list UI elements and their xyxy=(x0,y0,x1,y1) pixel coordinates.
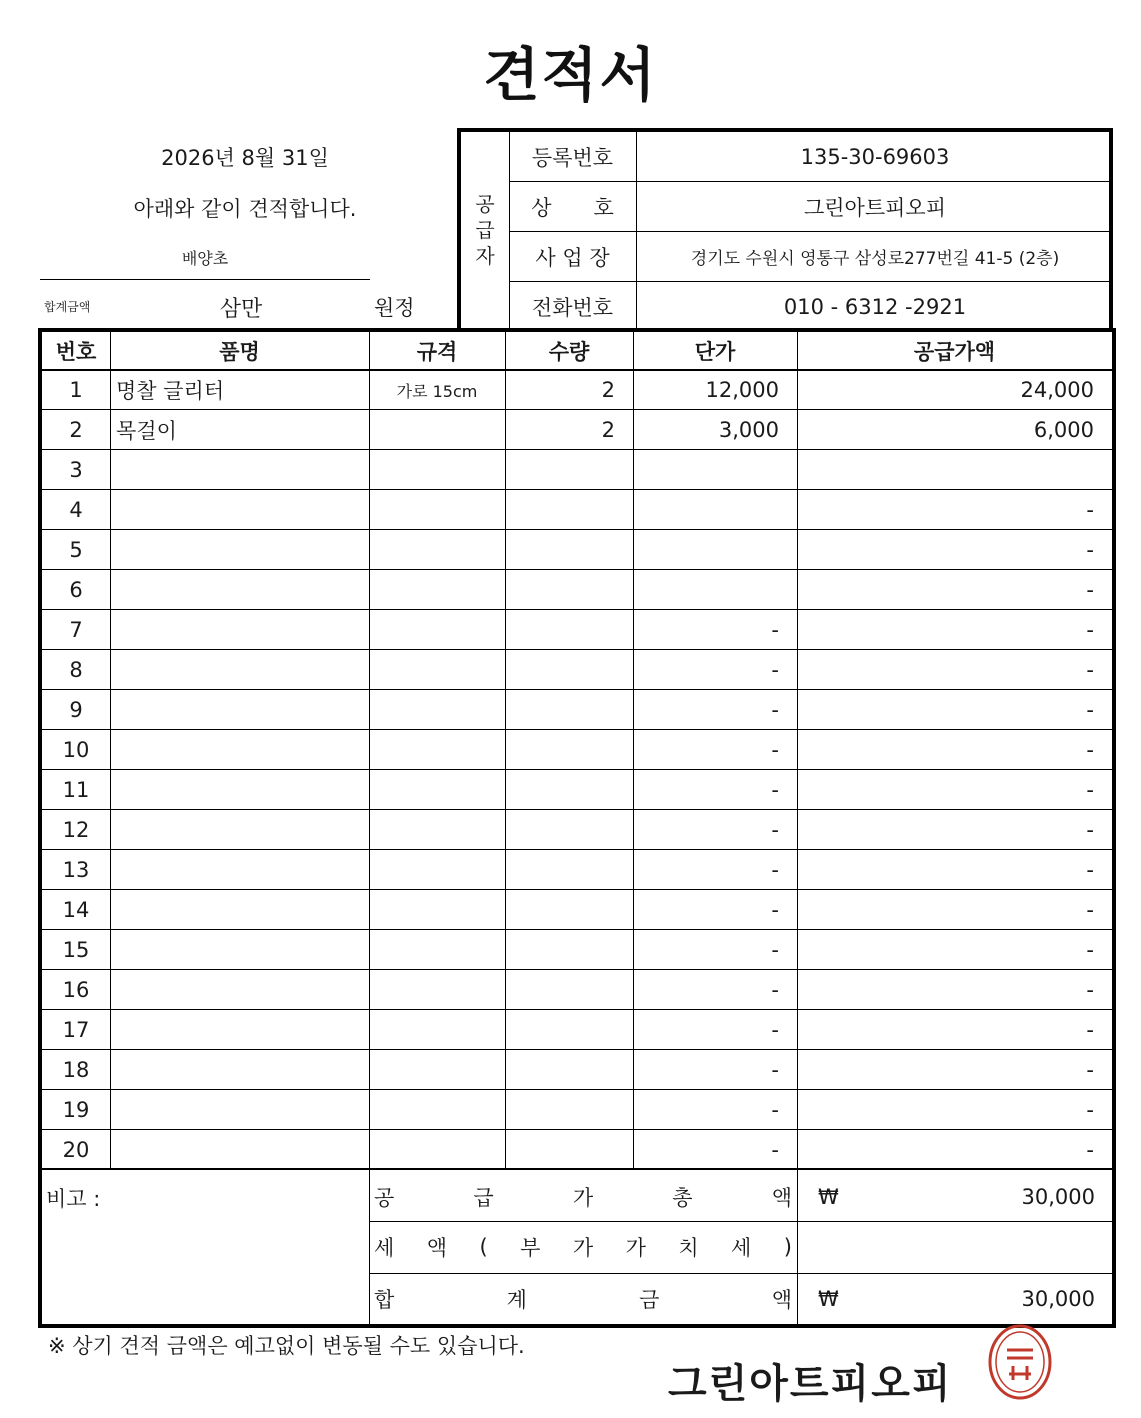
summary-label-char: ( xyxy=(479,1235,488,1259)
cell-unit-price: - xyxy=(771,818,779,842)
cell-unit-price: - xyxy=(771,898,779,922)
cell-supply-amount: - xyxy=(1086,818,1094,842)
summary-currency: ₩ xyxy=(818,1287,839,1311)
cell-supply-amount: 24,000 xyxy=(1020,378,1094,402)
cell-quantity xyxy=(505,850,633,890)
cell-spec xyxy=(369,730,505,770)
cell-supply-amount: - xyxy=(1086,618,1094,642)
supplier-row-registration xyxy=(509,132,1113,182)
cell-item-name xyxy=(110,690,369,730)
recipient-name: 배양초 xyxy=(181,249,229,268)
summary-value: 30,000 xyxy=(1021,1287,1095,1311)
cell-supply-amount: - xyxy=(1086,498,1094,522)
cell-unit-price: - xyxy=(771,1058,779,1082)
recipient-underline xyxy=(40,279,370,280)
cell-spec xyxy=(369,650,505,690)
cell-item-name xyxy=(110,1090,369,1130)
header-spec: 규격 xyxy=(416,340,458,364)
supplier-side-label xyxy=(461,132,510,328)
cell-spec xyxy=(369,610,505,650)
cell-quantity xyxy=(505,490,633,530)
cell-supply-amount: - xyxy=(1086,538,1094,562)
cell-item-name: 목걸이 xyxy=(116,419,177,443)
table-end-divider xyxy=(42,1168,1112,1170)
cell-spec xyxy=(369,930,505,970)
cell-unit-price: - xyxy=(771,1018,779,1042)
cell-supply-amount: - xyxy=(1086,1098,1094,1122)
summary-label-char: 액 xyxy=(426,1236,448,1260)
summary-label-char: 가 xyxy=(572,1236,594,1260)
cell-unit-price: - xyxy=(771,698,779,722)
cell-unit-price xyxy=(633,570,797,610)
cell-item-name xyxy=(110,570,369,610)
cell-spec xyxy=(369,1090,505,1130)
cell-unit-price: - xyxy=(771,938,779,962)
cell-spec: 가로 15cm xyxy=(396,381,478,401)
cell-number: 19 xyxy=(62,1098,90,1122)
supplier-value: 010 - 6312 -2921 xyxy=(783,295,967,319)
cell-item-name xyxy=(110,450,369,490)
cell-number: 12 xyxy=(62,818,90,842)
cell-supply-amount: - xyxy=(1086,978,1094,1002)
summary-label xyxy=(374,1274,792,1324)
cell-number: 11 xyxy=(62,778,90,802)
cell-supply-amount: - xyxy=(1086,1018,1094,1042)
summary-label-char: ) xyxy=(783,1235,792,1259)
supplier-value: 135-30-69603 xyxy=(800,144,950,169)
cell-supply-amount: - xyxy=(1086,578,1094,602)
cell-supply-amount: - xyxy=(1086,658,1094,682)
cell-item-name xyxy=(110,650,369,690)
cell-quantity: 2 xyxy=(601,418,615,442)
cell-number: 5 xyxy=(69,538,83,562)
cell-unit-price: - xyxy=(771,778,779,802)
summary-label-char: 총 xyxy=(672,1186,693,1210)
cell-number: 8 xyxy=(69,658,83,682)
cell-number: 17 xyxy=(62,1018,90,1042)
cell-supply-amount: 6,000 xyxy=(1033,418,1094,442)
cell-quantity xyxy=(505,810,633,850)
cell-quantity xyxy=(505,1010,633,1050)
cell-item-name xyxy=(110,930,369,970)
summary-value: 30,000 xyxy=(1021,1185,1095,1209)
cell-unit-price xyxy=(633,450,797,490)
cell-unit-price: - xyxy=(771,618,779,642)
cell-item-name xyxy=(110,730,369,770)
total-suffix: 원정 xyxy=(374,296,415,320)
summary-label-char: 급 xyxy=(473,1186,494,1210)
cell-spec xyxy=(369,410,505,450)
cell-unit-price: - xyxy=(771,658,779,682)
cell-item-name xyxy=(110,490,369,530)
cell-spec xyxy=(369,1130,505,1170)
cell-item-name xyxy=(110,850,369,890)
cell-unit-price: - xyxy=(771,978,779,1002)
cell-supply-amount: - xyxy=(1086,858,1094,882)
header-supply-amount: 공급가액 xyxy=(913,340,996,364)
cell-supply-amount: - xyxy=(1086,1058,1094,1082)
header-number: 번호 xyxy=(55,340,97,364)
cell-supply-amount: - xyxy=(1086,1138,1094,1162)
supplier-row-company xyxy=(509,182,1113,232)
supplier-label: 상 호 xyxy=(509,182,637,231)
cell-number: 2 xyxy=(69,418,83,442)
cell-quantity xyxy=(505,570,633,610)
supplier-side-char: 자 xyxy=(475,244,495,268)
summary-label-char: 부 xyxy=(520,1236,541,1260)
summary-divider xyxy=(369,1170,370,1324)
quote-date: 2026년 8월 31일 xyxy=(161,146,329,170)
cell-number: 13 xyxy=(62,858,90,882)
cell-quantity xyxy=(505,1090,633,1130)
supplier-label: 전화번호 xyxy=(509,282,637,332)
cell-number: 14 xyxy=(62,898,90,922)
cell-item-name xyxy=(110,770,369,810)
summary-divider xyxy=(797,1170,798,1324)
cell-number: 4 xyxy=(69,498,83,522)
cell-spec xyxy=(369,1010,505,1050)
cell-quantity xyxy=(505,1130,633,1170)
summary-label-char: 세 xyxy=(374,1236,395,1260)
brand-signature: 그린아트피오피 xyxy=(668,1361,953,1407)
supplier-box xyxy=(457,128,1113,328)
cell-spec xyxy=(369,690,505,730)
cell-quantity xyxy=(505,650,633,690)
summary-value xyxy=(850,1222,1095,1272)
supplier-side-char: 공 xyxy=(475,192,495,216)
cell-number: 18 xyxy=(62,1058,90,1082)
cell-quantity xyxy=(505,1050,633,1090)
supplier-label: 사 업 장 xyxy=(509,232,637,281)
summary-label-char: 가 xyxy=(572,1186,594,1210)
cell-supply-amount: - xyxy=(1086,738,1094,762)
summary-label-char: 가 xyxy=(625,1236,646,1260)
cell-unit-price xyxy=(633,530,797,570)
cell-supply-amount: - xyxy=(1086,698,1094,722)
summary-label-char: 액 xyxy=(771,1288,792,1312)
supplier-row-address xyxy=(509,232,1113,282)
cell-spec xyxy=(369,570,505,610)
cell-number: 16 xyxy=(62,978,90,1002)
supplier-side-char: 급 xyxy=(475,218,495,242)
document-title: 견적서 xyxy=(483,41,658,109)
summary-currency: ₩ xyxy=(818,1185,839,1209)
cell-quantity xyxy=(505,930,633,970)
summary-label xyxy=(374,1222,792,1272)
summary-label-char: 계 xyxy=(506,1288,527,1312)
summary-label-char: 합 xyxy=(374,1288,395,1312)
summary-label-char: 치 xyxy=(678,1236,699,1260)
cell-spec xyxy=(369,890,505,930)
cell-number: 20 xyxy=(62,1138,90,1162)
header-item-name: 품명 xyxy=(219,340,260,364)
cell-number: 6 xyxy=(69,578,83,602)
cell-number: 9 xyxy=(69,698,83,722)
summary-label-char: 액 xyxy=(771,1186,792,1210)
cell-spec xyxy=(369,450,505,490)
cell-unit-price: - xyxy=(771,1138,779,1162)
cell-spec xyxy=(369,770,505,810)
header-quantity: 수량 xyxy=(548,340,590,364)
cell-number: 15 xyxy=(62,938,90,962)
cell-spec xyxy=(369,1050,505,1090)
company-seal-icon xyxy=(985,1322,1055,1406)
cell-unit-price: - xyxy=(771,858,779,882)
cell-unit-price: 3,000 xyxy=(718,418,779,442)
cell-unit-price: - xyxy=(771,738,779,762)
cell-spec xyxy=(369,850,505,890)
cell-quantity xyxy=(505,890,633,930)
cell-item-name xyxy=(110,1010,369,1050)
cell-quantity xyxy=(505,770,633,810)
cell-item-name xyxy=(110,1130,369,1170)
summary-label xyxy=(374,1172,792,1222)
cell-supply-amount: - xyxy=(1086,938,1094,962)
cell-quantity xyxy=(505,610,633,650)
cell-item-name: 명찰 글리터 xyxy=(116,379,225,403)
supplier-value: 경기도 수원시 영통구 삼성로277번길 41-5 (2층) xyxy=(690,249,1060,269)
cell-item-name xyxy=(110,810,369,850)
summary-label-char: 공 xyxy=(374,1186,395,1210)
cell-item-name xyxy=(110,970,369,1010)
cell-unit-price: 12,000 xyxy=(705,378,779,402)
cell-quantity xyxy=(505,970,633,1010)
cell-item-name xyxy=(110,610,369,650)
cell-number: 7 xyxy=(69,618,83,642)
cell-unit-price: - xyxy=(771,1098,779,1122)
cell-unit-price xyxy=(633,490,797,530)
header-unit-price: 단가 xyxy=(694,340,736,364)
cell-quantity xyxy=(505,450,633,490)
cell-supply-amount xyxy=(797,450,1112,490)
cell-quantity xyxy=(505,690,633,730)
quote-statement: 아래와 같이 견적합니다. xyxy=(133,197,357,221)
total-korean: 삼만 xyxy=(219,297,263,322)
supplier-label: 등록번호 xyxy=(509,132,637,181)
supplier-row-phone xyxy=(509,282,1113,332)
cell-spec xyxy=(369,810,505,850)
total-label: 합계금액 xyxy=(44,300,91,314)
summary-label-char: 세 xyxy=(731,1236,752,1260)
cell-quantity: 2 xyxy=(601,378,615,402)
cell-quantity xyxy=(505,730,633,770)
cell-number: 1 xyxy=(69,378,83,402)
cell-number: 3 xyxy=(69,458,83,482)
cell-item-name xyxy=(110,890,369,930)
cell-quantity xyxy=(505,530,633,570)
cell-spec xyxy=(369,970,505,1010)
remarks-label: 비고 : xyxy=(46,1187,101,1211)
supplier-value: 그린아트피오피 xyxy=(803,195,946,220)
cell-item-name xyxy=(110,1050,369,1090)
summary-label-char: 금 xyxy=(639,1288,660,1312)
cell-spec xyxy=(369,530,505,570)
cell-supply-amount: - xyxy=(1086,898,1094,922)
footnote: ※ 상기 견적 금액은 예고없이 변동될 수도 있습니다. xyxy=(48,1334,525,1358)
cell-supply-amount: - xyxy=(1086,778,1094,802)
cell-number: 10 xyxy=(62,738,90,762)
cell-spec xyxy=(369,490,505,530)
cell-item-name xyxy=(110,530,369,570)
